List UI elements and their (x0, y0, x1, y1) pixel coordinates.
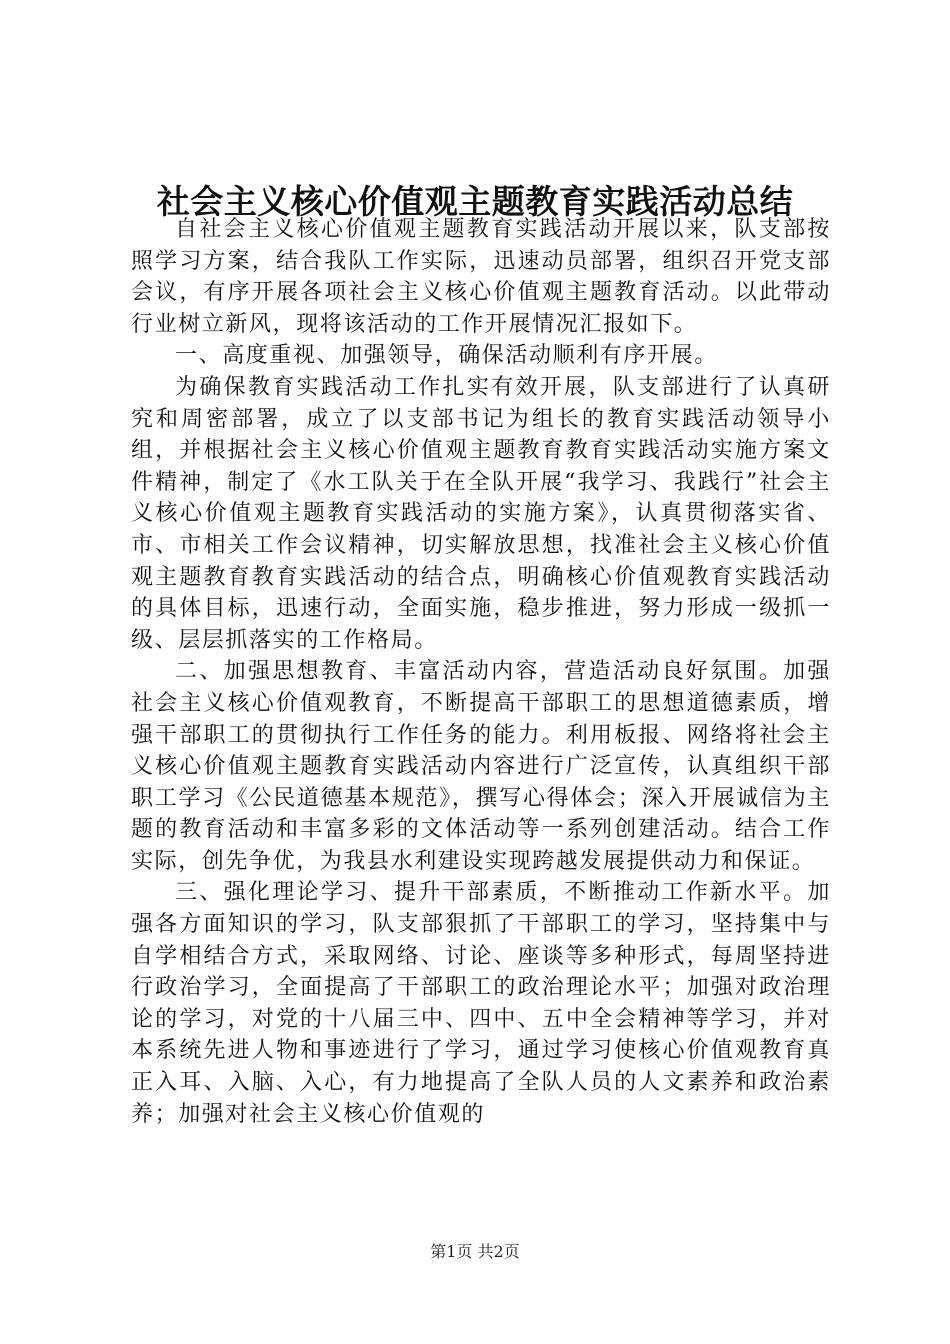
document-title: 社会主义核心价值观主题教育实践活动总结 (156, 182, 794, 221)
document-body (131, 214, 831, 1130)
paragraph-section-1: 为确保教育实践活动工作扎实有效开展，队支部进行了认真研究和周密部署，成立了以支部书记为组长的教育实践活动领导小组，并根据社会主义核心价值观主题教育教育实践活动实施方案文件精神，制定了《水工队关于在全队开展“我学习、我践行”社会主义核心价值观主题教育实践活动的实施方案》，认真贯彻落实省、市、市相关工作会议精神，切实解放思想，找准社会主义核心价值观主题教育教育实践活动的结合点，明确核心价值观教育实践活动的具体目标，迅速行动，全面实施，稳步推进，努力形成一级抓一级、层层抓落实的工作格局。 (131, 374, 831, 653)
page-footer: 第1页 共2页 (430, 1242, 520, 1261)
section-3: 三、强化理论学习、提升干部素质，不断推动工作新水平。加强各方面知识的学习，队支部狠抓了干部职工的学习，坚持集中与自学相结合方式，采取网络、讨论、座谈等多种形式，每周坚持进行政治学习，全面提高了干部职工的政治理论水平；加强对政治理论的学习，对党的十八届三中、四中、五中全会精神等学习，并对本系统先进人物和事迹进行了学习，通过学习使核心价值观教育真正入耳、入脑、入心，有力地提高了全队人员的人文素养和政治素养；加强对社会主义核心价值观的 (131, 880, 831, 1127)
section-2: 二、加强思想教育、丰富活动内容，营造活动良好氛围。加强社会主义核心价值观教育，不断提高干部职工的思想道德素质，增强干部职工的贯彻执行工作任务的能力。利用板报、网络将社会主义核心价值观主题教育实践活动内容进行广泛宣传，认真组织干部职工学习《公民道德基本规范》，撰写心得体会；深入开展诚信为主题的教育活动和丰富多彩的文体活动等一系列创建活动。结合工作实际，创先争优，为我县水利建设实现跨越发展提供动力和保证。 (131, 659, 831, 874)
paragraph-intro: 自社会主义核心价值观主题教育实践活动开展以来，队支部按照学习方案，结合我队工作实际，迅速动员部署，组织召开党支部会议，有序开展各项社会主义核心价值观主题教育活动。以此带动行业树立新风，现将该活动的工作开展情况汇报如下。 (131, 217, 831, 337)
section-heading-1: 一、高度重视、加强领导，确保活动顺利有序开展。 (175, 343, 718, 369)
